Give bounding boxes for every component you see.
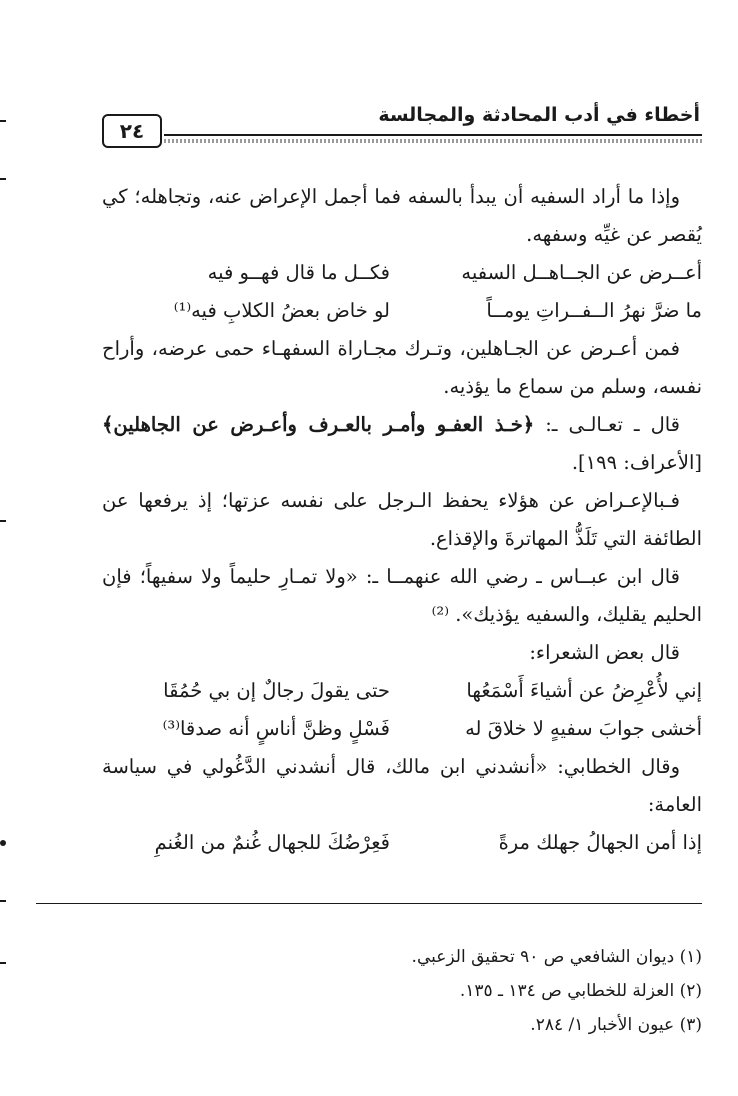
running-title: أخطاء في أدب المحادثة والمجالسة [378,104,700,126]
footnote: (٣) عيون الأخبار ١/ ٢٨٤. [530,1015,702,1035]
paragraph: وإذا ما أراد السفيه أن يبدأ بالسفه فما أجمل الإعراض عنه، وتجاهله؛ كي يُقصر عن غيِّه وسفهه. [102,185,702,246]
main-text [102,178,702,862]
verse-hemistich: إذا أمن الجهالُ جهلك مرةً [498,831,702,854]
margin-mark [0,520,6,522]
verse-line [102,824,702,862]
verse-hemistich: ما ضرَّ نهرُ الــفــراتِ يومــاً [486,299,702,322]
paragraph: قال بعض الشعراء: [529,641,680,664]
footnote-separator [36,903,702,904]
verse-hemistich: إني لأُعْرِضُ عن أشياءَ أَسْمَعُها [466,679,702,702]
quran-verse: ﴿خـذ العفـو وأمـر بالعـرف وأعـرض عن الجاهلين﴾ [102,413,535,436]
paragraph: فمن أعـرض عن الجـاهلين، وتـرك مجـاراة السفهـاء حمى عرضه، وأراح نفسه، وسلم من سماع ما يؤذيه. [102,337,702,398]
verse-hemistich: فَسْلٍ وظنَّ أناسٍ أنه صدقا⁽³⁾ [162,717,390,740]
verse-line [102,292,702,330]
paragraph-quran [102,406,702,482]
paragraph: فـبالإعـراض عن هؤلاء يحفظ الـرجل على نفسه عزتها؛ إذ يرفعها عن الطائفة التي تَلَذُّ المهاترةَ والإقذاع. [102,489,702,550]
verse-line [102,672,702,710]
header-dotted-rule [164,139,702,143]
footnotes [102,940,702,1042]
margin-mark [0,120,6,122]
page-number: ٢٤ [102,114,162,148]
footnote: (١) ديوان الشافعي ص ٩٠ تحقيق الزعبي. [411,947,702,967]
verse-hemistich: فكــل ما قال فهــو فيه [207,261,390,284]
verse-hemistich: لو خاض بعضُ الكلابِ فيه⁽¹⁾ [173,299,390,322]
margin-dot [0,840,6,846]
verse-hemistich: فَعِرْضُكَ للجهال غُنمٌ من الغُنمِ [154,831,390,854]
verse-hemistich: حتى يقولَ رجالٌ إن بي حُمُقَا [163,679,390,702]
verse-line [102,710,702,748]
header-rule [164,134,702,136]
verse-hemistich: أعــرض عن الجــاهــل السفيه [461,261,702,284]
quran-reference: [الأعراف: ١٩٩]. [571,451,702,474]
page-header [108,104,702,152]
margin-mark [0,178,6,180]
margin-mark [0,962,6,964]
paragraph: وقال الخطابي: «أنشدني ابن مالك، قال أنشدني الدَّغُولي في سياسة العامة: [102,755,702,816]
paragraph: قال ابن عبــاس ـ رضي الله عنهمــا ـ: «ولا تمـارِ حليماً ولا سفيهاً؛ فإن الحليم يقليك، والسفيه يؤذيك». ⁽²⁾ [102,565,702,626]
verse-line [102,254,702,292]
verse-hemistich: أخشى جوابَ سفيهٍ لا خلاقَ له [465,717,702,740]
quote-intro: قال ـ تعـالـى ـ: [534,413,680,436]
footnote: (٢) العزلة للخطابي ص ١٣٤ ـ ١٣٥. [459,981,702,1001]
margin-mark [0,900,6,902]
